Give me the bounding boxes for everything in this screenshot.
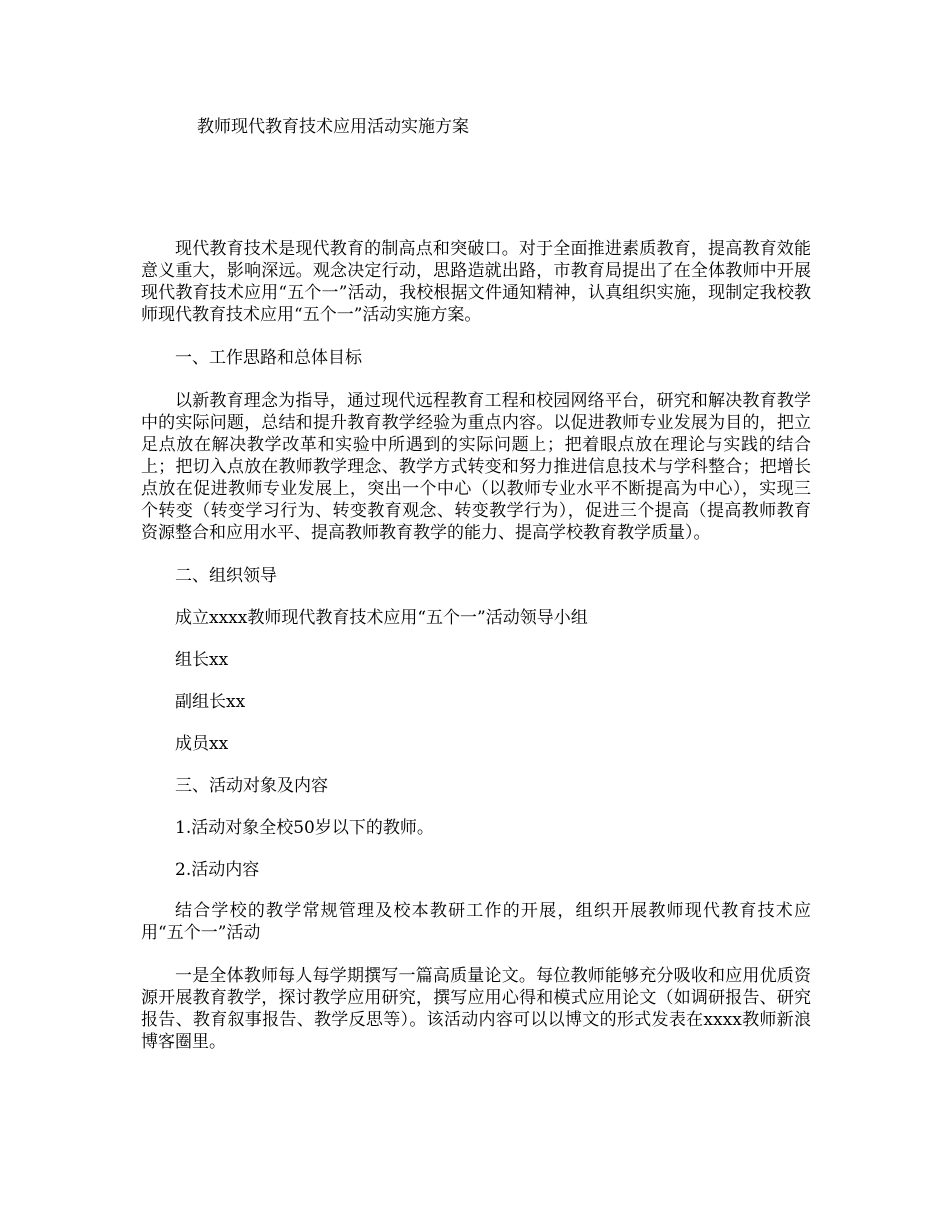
leadership-group-line: 成立xxxx教师现代教育技术应用“五个一”活动领导小组: [175, 608, 588, 628]
goals-paragraph: 以新教育理念为指导，通过现代远程教育工程和校园网络平台，研究和解决教育教学中的实际问题，总结和提升教育教学经验为重点内容。以促进教师专业发展为目的，把立足点放在解决教学改革和实验中所遇到的实际问题上；把着眼点放在理论与实践的结合上；把切入点放在教师教学理念、教学方式转变和努力推进信息技术与学科整合；把增长点放在促进教师专业发展上，突出一个中心（以教师专业水平不断提高为中心），实现三个转变（转变学习行为、转变教育观念、转变教学行为），促进三个提高（提高教师教育资源整合和应用水平、提高教师教育教学的能力、提高学校教育教学质量）。: [141, 391, 811, 543]
activity-content-heading: 2.活动内容: [175, 860, 260, 880]
group-leader-line: 组长xx: [175, 650, 229, 670]
deputy-leader-line: 副组长xx: [175, 692, 246, 712]
section-heading-2: 二、组织领导: [175, 566, 277, 586]
activity-overview-paragraph: 结合学校的教学常规管理及校本教研工作的开展，组织开展教师现代教育技术应用“五个一”活动: [141, 901, 811, 943]
document-body: [141, 238, 811, 1053]
section-heading-3: 三、活动对象及内容: [175, 776, 328, 796]
members-line: 成员xx: [175, 734, 229, 754]
section-heading-1: 一、工作思路和总体目标: [175, 348, 362, 368]
document-title: 教师现代教育技术应用活动实施方案: [197, 117, 469, 137]
activity-target-line: 1.活动对象全校50岁以下的教师。: [175, 818, 434, 838]
activity-one-paragraph: 一是全体教师每人每学期撰写一篇高质量论文。每位教师能够充分吸收和应用优质资源开展教育教学，探讨教学应用研究，撰写应用心得和模式应用论文（如调研报告、研究报告、教育叙事报告、教学反思等）。该活动内容可以以博文的形式发表在xxxx教师新浪博客圈里。: [141, 966, 811, 1052]
intro-paragraph: 现代教育技术是现代教育的制高点和突破口。对于全面推进素质教育，提高教育效能意义重大，影响深远。观念决定行动，思路造就出路，市教育局提出了在全体教师中开展现代教育技术应用“五个一”活动，我校根据文件通知精神，认真组织实施，现制定我校教师现代教育技术应用“五个一”活动实施方案。: [141, 239, 811, 325]
